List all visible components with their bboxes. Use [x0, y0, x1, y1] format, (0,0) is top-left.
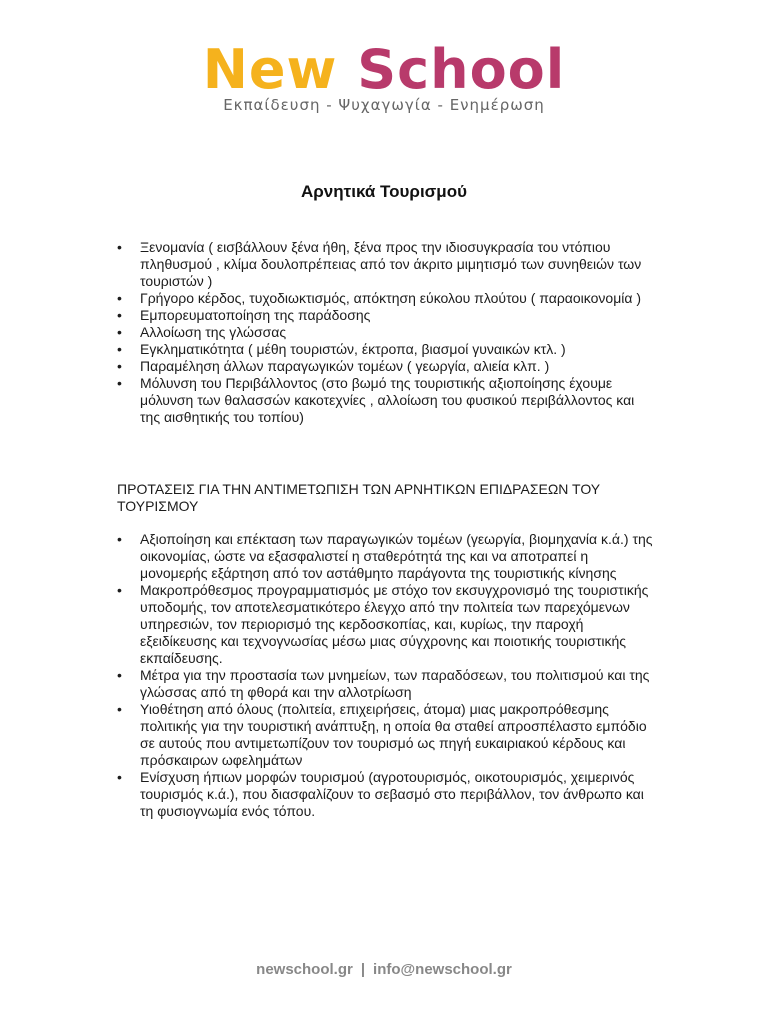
list-item — [117, 582, 657, 667]
list-item — [117, 701, 657, 769]
list-item-text: Αξιοποίηση και επέκταση των παραγωγικών τομέων (γεωργία, βιομηχανία κ.ά.) της οικονομίας, ώστε να εξασφαλιστεί η σταθερότητά της και να αποτραπεί η μονομερής εξάρτηση από τον αστάθμητο παράγοντα της τουριστικής κίνησης — [140, 531, 653, 581]
list-item — [117, 290, 657, 307]
list-item — [117, 531, 657, 582]
bullet: • — [117, 769, 122, 785]
list-item-text: Παραμέληση άλλων παραγωγικών τομέων ( γεωργία, αλιεία κλπ. ) — [140, 358, 550, 374]
negatives-list-container — [117, 239, 657, 426]
logo-tagline: Εκπαίδευση - Ψυχαγωγία - Ενημέρωση — [223, 96, 545, 114]
list-item-text: Υιοθέτηση από όλους (πολιτεία, επιχειρήσεις, άτομα) μιας μακροπρόθεσμης πολιτικής για την τουριστική ανάπτυξη, η οποία θα σταθεί απροσπέλαστο εμπόδιο σε αυτούς που αντιμετωπίζουν τον τουρισμό ως πηγή ευκαιριακού κέρδους και πρόσκαιρων ωφελημάτων — [140, 701, 647, 768]
logo-new: New — [202, 38, 338, 101]
bullet: • — [117, 582, 122, 598]
list-item-text: Μέτρα για την προστασία των μνημείων, των παραδόσεων, του πολιτισμού και της γλώσσας από τη φθορά και την αλλοτρίωση — [140, 667, 650, 700]
list-item — [117, 341, 657, 358]
list-item — [117, 239, 657, 290]
footer-separator: | — [360, 961, 366, 978]
list-item-text: Εγκληματικότητα ( μέθη τουριστών, έκτροπα, βιασμοί γυναικών κτλ. ) — [140, 341, 566, 357]
logo — [0, 40, 768, 114]
list-item-text: Ενίσχυση ήπιων μορφών τουρισμού (αγροτουρισμός, οικοτουρισμός, χειμερινός τουρισμός κ.ά.), που διασφαλίζουν το σεβασμό στο περιβάλλον, τον άνθρωπο και τη φυσιογνωμία ενός τόπου. — [140, 769, 644, 819]
document-title: Αρνητικά Τουρισμού — [301, 182, 467, 201]
proposals-list — [117, 531, 657, 820]
footer — [0, 961, 768, 978]
list-item — [117, 358, 657, 375]
list-item — [117, 769, 657, 820]
proposals-list-container — [117, 531, 657, 820]
bullet: • — [117, 239, 122, 255]
section-heading: ΠΡΟΤΑΣΕΙΣ ΓΙΑ ΤΗΝ ΑΝΤΙΜΕΤΩΠΙΣΗ ΤΩΝ ΑΡΝΗΤΙΚΩΝ ΕΠΙΔΡΑΣΕΩΝ ΤΟΥ ΤΟΥΡΙΣΜΟΥ — [117, 481, 600, 514]
list-item-text: Μόλυνση του Περιβάλλοντος (στο βωμό της τουριστικής αξιοποίησης έχουμε μόλυνση των θαλασσών κακοτεχνίες , αλλοίωση του φυσικού περιβάλλοντος και της αισθητικής του τοπίου) — [140, 375, 635, 425]
bullet: • — [117, 324, 122, 340]
bullet: • — [117, 358, 122, 374]
list-item — [117, 307, 657, 324]
bullet: • — [117, 701, 122, 717]
list-item — [117, 667, 657, 701]
list-item-text: Αλλοίωση της γλώσσας — [140, 324, 287, 340]
list-item — [117, 324, 657, 341]
footer-website-link[interactable]: newschool.gr — [256, 961, 353, 978]
logo-wordmark — [0, 40, 768, 100]
bullet: • — [117, 290, 122, 306]
list-item-text: Γρήγορο κέρδος, τυχοδιωκτισμός, απόκτηση εύκολου πλούτου ( παραοικονομία ) — [140, 290, 642, 306]
list-item — [117, 375, 657, 426]
footer-email-link[interactable]: info@newschool.gr — [373, 961, 512, 978]
negatives-list — [117, 239, 657, 426]
bullet: • — [117, 341, 122, 357]
list-item-text: Εμπορευματοποίηση της παράδοσης — [140, 307, 371, 323]
bullet: • — [117, 667, 122, 683]
list-item-text: Ξενομανία ( εισβάλλουν ξένα ήθη, ξένα προς την ιδιοσυγκρασία του ντόπιου πληθυσμού , κλίμα δουλοπρέπειας από τον άκριτο μιμητισμό των συνηθειών των τουριστών ) — [140, 239, 642, 289]
bullet: • — [117, 307, 122, 323]
logo-school: School — [357, 38, 566, 101]
bullet: • — [117, 375, 122, 391]
list-item-text: Μακροπρόθεσμος προγραμματισμός με στόχο τον εκσυγχρονισμό της τουριστικής υποδομής, τον αποτελεσματικότερο έλεγχο από την πολιτεία των παρεχόμενων υπηρεσιών, τον περιορισμό της κερδοσκοπίας, και, κυρίως, την παροχή εξειδίκευσης και τεχνογνωσίας μέσω μιας σύγχρονης και ποιοτικής τουριστικής εκπαίδευσης. — [140, 582, 649, 666]
bullet: • — [117, 531, 122, 547]
